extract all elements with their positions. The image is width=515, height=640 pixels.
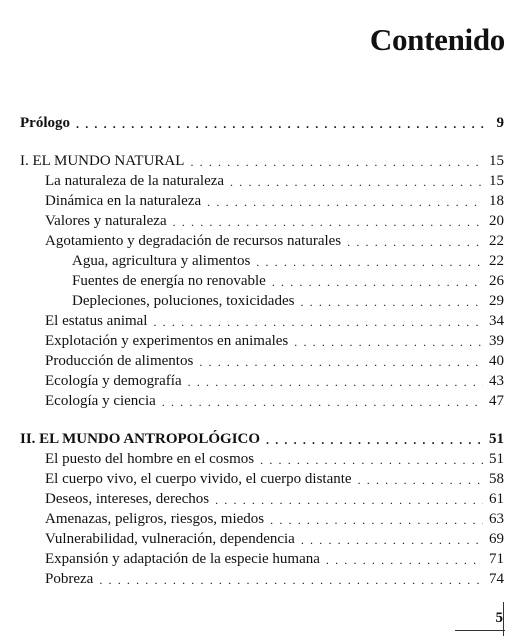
dot-leader bbox=[188, 374, 483, 390]
dot-leader bbox=[215, 492, 483, 508]
dot-leader bbox=[326, 552, 483, 568]
dot-leader bbox=[76, 116, 487, 132]
toc-subentry[interactable] bbox=[72, 270, 504, 290]
toc-entry-page: 15 bbox=[489, 173, 504, 189]
dot-leader bbox=[162, 394, 483, 410]
toc-entry[interactable] bbox=[45, 330, 504, 350]
toc-entry[interactable] bbox=[45, 390, 504, 410]
toc-entry-label: Depleciones, poluciones, toxicidades bbox=[72, 293, 295, 309]
dot-leader bbox=[300, 294, 483, 310]
toc-entry-page: 58 bbox=[489, 471, 504, 487]
dot-leader bbox=[190, 154, 483, 170]
toc-entry-label: Valores y naturaleza bbox=[45, 213, 167, 229]
toc-entry-page: 29 bbox=[489, 293, 504, 309]
toc-entry-label: Fuentes de energía no renovable bbox=[72, 273, 266, 289]
toc-entry[interactable] bbox=[45, 230, 504, 250]
toc-entry-page: 15 bbox=[489, 153, 504, 169]
toc-entry[interactable] bbox=[45, 508, 504, 528]
toc-entry-page: 43 bbox=[489, 373, 504, 389]
toc-entry[interactable] bbox=[45, 170, 504, 190]
dot-leader bbox=[358, 472, 483, 488]
toc-entry-page: 51 bbox=[489, 451, 504, 467]
toc-entry[interactable] bbox=[45, 370, 504, 390]
dot-leader bbox=[256, 254, 483, 270]
toc-entry-label: Ecología y ciencia bbox=[45, 393, 156, 409]
toc-entry-label: Expansión y adaptación de la especie humana bbox=[45, 551, 320, 567]
dot-leader bbox=[99, 572, 483, 588]
toc-entry-page: 47 bbox=[489, 393, 504, 409]
toc-entry[interactable] bbox=[45, 448, 504, 468]
toc-entry-page: 18 bbox=[489, 193, 504, 209]
toc-entry[interactable] bbox=[45, 568, 504, 588]
toc-entry-label: Pobreza bbox=[45, 571, 94, 587]
dot-leader bbox=[301, 532, 483, 548]
toc-entry-label: II. EL MUNDO ANTROPOLÓGICO bbox=[20, 431, 261, 447]
toc-entry-label: Explotación y experimentos en animales bbox=[45, 333, 289, 349]
dot-leader bbox=[270, 512, 483, 528]
toc-entry[interactable] bbox=[45, 488, 504, 508]
dot-leader bbox=[199, 354, 483, 370]
toc-entry-label: El estatus animal bbox=[45, 313, 148, 329]
page-number: 5 bbox=[495, 610, 503, 626]
toc-entry[interactable] bbox=[45, 310, 504, 330]
toc-entry[interactable] bbox=[45, 528, 504, 548]
toc-entry-page: 22 bbox=[489, 253, 504, 269]
toc-entry-prologue[interactable] bbox=[20, 112, 504, 132]
toc-entry[interactable] bbox=[45, 468, 504, 488]
dot-leader bbox=[266, 432, 483, 448]
toc-entry[interactable] bbox=[45, 210, 504, 230]
dot-leader bbox=[260, 452, 483, 468]
toc-entry-label: El cuerpo vivo, el cuerpo vivido, el cuerpo distante bbox=[45, 471, 352, 487]
toc-entry-page: 61 bbox=[489, 491, 504, 507]
toc-entry-label: Ecología y demografía bbox=[45, 373, 182, 389]
toc-entry-label: La naturaleza de la naturaleza bbox=[45, 173, 225, 189]
toc-entry-label: Dinámica en la naturaleza bbox=[45, 193, 202, 209]
toc-entry-page: 22 bbox=[489, 233, 504, 249]
footer-rule bbox=[455, 630, 505, 631]
toc-entry-page: 40 bbox=[489, 353, 504, 369]
dot-leader bbox=[294, 334, 483, 350]
toc-entry[interactable] bbox=[45, 548, 504, 568]
toc-entry[interactable] bbox=[45, 350, 504, 370]
toc-entry-label: Deseos, intereses, derechos bbox=[45, 491, 210, 507]
toc-entry-label: Prólogo bbox=[20, 115, 70, 131]
dot-leader bbox=[347, 234, 483, 250]
toc-subentry[interactable] bbox=[72, 250, 504, 270]
dot-leader bbox=[207, 194, 483, 210]
dot-leader bbox=[173, 214, 483, 230]
toc-entry-page: 51 bbox=[489, 431, 504, 447]
toc-entry-label: I. EL MUNDO NATURAL bbox=[20, 153, 185, 169]
toc-entry-label: Agua, agricultura y alimentos bbox=[72, 253, 251, 269]
page-title: Contenido bbox=[369, 22, 505, 57]
toc-entry-page: 34 bbox=[489, 313, 504, 329]
toc-entry-page: 39 bbox=[489, 333, 504, 349]
toc-part-heading-1[interactable] bbox=[20, 150, 504, 170]
toc-subentry[interactable] bbox=[72, 290, 504, 310]
toc-entry-label: Agotamiento y degradación de recursos naturales bbox=[45, 233, 342, 249]
toc-entry-label: Amenazas, peligros, riesgos, miedos bbox=[45, 511, 265, 527]
dot-leader bbox=[230, 174, 483, 190]
toc-entry-page: 63 bbox=[489, 511, 504, 527]
toc-entry-page: 9 bbox=[496, 115, 504, 131]
toc-entry-label: Producción de alimentos bbox=[45, 353, 194, 369]
dot-leader bbox=[153, 314, 483, 330]
toc-entry-page: 20 bbox=[489, 213, 504, 229]
toc-entry-page: 26 bbox=[489, 273, 504, 289]
toc-part-heading-2[interactable] bbox=[20, 428, 504, 448]
toc-entry-page: 71 bbox=[489, 551, 504, 567]
dot-leader bbox=[272, 274, 483, 290]
toc-entry-label: El puesto del hombre en el cosmos bbox=[45, 451, 255, 467]
toc-entry-page: 69 bbox=[489, 531, 504, 547]
toc-entry-page: 74 bbox=[489, 571, 504, 587]
toc-entry[interactable] bbox=[45, 190, 504, 210]
toc-entry-label: Vulnerabilidad, vulneración, dependencia bbox=[45, 531, 295, 547]
